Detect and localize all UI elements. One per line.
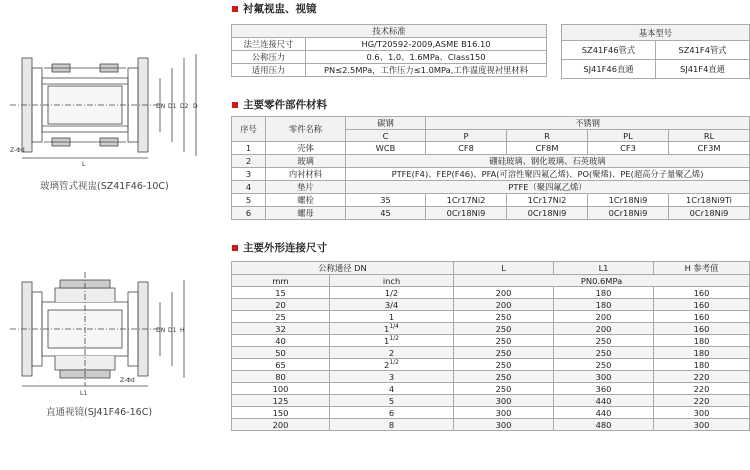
cell: CF8M [507, 142, 588, 155]
cell-l: 300 [454, 419, 554, 431]
cell: 1Cr18Ni9 [588, 194, 669, 207]
hdr-rl: RL [669, 130, 750, 142]
section2-title: 主要零件部件材料 [232, 97, 327, 112]
cell: 0Cr18Ni9 [507, 207, 588, 220]
model-table-header: 基本型号 [562, 25, 750, 41]
cell-inch [330, 287, 454, 299]
cell-inch [330, 335, 454, 347]
cell: 6 [232, 207, 266, 220]
cell-inch [330, 359, 454, 371]
dimensions-table [231, 261, 750, 431]
model-cell: SZ41F46管式 [562, 41, 656, 60]
cell: 0Cr18Ni9 [669, 207, 750, 220]
cell-l: 250 [454, 347, 554, 359]
cell-l1: 200 [554, 323, 654, 335]
table-row [232, 299, 750, 311]
cell-inch [330, 371, 454, 383]
std-value: HG/T20592-2009,ASME B16.10 [306, 38, 547, 51]
cell-mm: 20 [232, 299, 330, 311]
std-label: 公称压力 [232, 51, 306, 64]
table-row [232, 155, 750, 168]
hdr-mm: mm [232, 275, 330, 287]
hdr-h: H 参考值 [654, 262, 750, 275]
std-value: 0.6、1.0、1.6MPa、Class150 [306, 51, 547, 64]
table-row [232, 407, 750, 419]
std-label: 适用压力 [232, 64, 306, 77]
materials-table [231, 116, 750, 220]
cell-l: 300 [454, 395, 554, 407]
table-row [232, 335, 750, 347]
cell-inch [330, 299, 454, 311]
section-marker-icon [232, 6, 238, 12]
cell-h: 160 [654, 299, 750, 311]
cell: 螺栓 [266, 194, 346, 207]
cell-h: 220 [654, 395, 750, 407]
table-row [232, 371, 750, 383]
cell: 1 [232, 142, 266, 155]
cell-inch [330, 347, 454, 359]
dim-d-label: D [193, 103, 198, 110]
inch-value: 1 [388, 311, 395, 322]
hdr-no: 序号 [232, 117, 266, 142]
section-marker-icon [232, 245, 238, 251]
table-row [232, 168, 750, 181]
table-row [232, 383, 750, 395]
inch-value: 2 [384, 359, 390, 370]
cell: 0Cr18Ni9 [426, 207, 507, 220]
section-marker-icon [232, 102, 238, 108]
cell-l: 250 [454, 371, 554, 383]
cell: 内衬材料 [266, 168, 346, 181]
cell: CF3M [669, 142, 750, 155]
cell-mm: 40 [232, 335, 330, 347]
cell-inch [330, 383, 454, 395]
cell-mm: 125 [232, 395, 330, 407]
cell-h: 220 [654, 383, 750, 395]
cell-inch [330, 407, 454, 419]
hdr-name: 零件名称 [266, 117, 346, 142]
cell: 35 [346, 194, 426, 207]
dim-d1-label-2: D1 [168, 327, 177, 334]
cell: WCB [346, 142, 426, 155]
inch-value: 5 [388, 395, 395, 406]
cell-l1: 360 [554, 383, 654, 395]
cell-h: 160 [654, 287, 750, 299]
table-row [232, 287, 750, 299]
hdr-inch: inch [330, 275, 454, 287]
cell-l1: 440 [554, 407, 654, 419]
std-value: PN≤2.5MPa，工作压力≤1.0MPa,工作温度视衬里材料 [306, 64, 547, 77]
inch-value: 3 [388, 371, 395, 382]
cell: 1Cr17Ni2 [426, 194, 507, 207]
dim-l1-label: L1 [80, 390, 88, 397]
inch-value: 1 [384, 323, 390, 334]
cell-mm: 200 [232, 419, 330, 431]
cell-mm: 32 [232, 323, 330, 335]
inch-value: 1/2 [384, 287, 399, 298]
cell: 壳体 [266, 142, 346, 155]
hdr-p: P [426, 130, 507, 142]
inch-value: 6 [388, 407, 395, 418]
table-row [232, 323, 750, 335]
cell-l: 250 [454, 335, 554, 347]
cell-l: 250 [454, 323, 554, 335]
model-cell: SJ41F4直通 [656, 60, 750, 79]
dim-zd-label-2: Z-Φd [120, 377, 135, 384]
cell: 1Cr17Ni2 [507, 194, 588, 207]
cell-mm: 15 [232, 287, 330, 299]
section1-title: 衬氟视盅、视镜 [232, 1, 317, 16]
table-row [232, 207, 750, 220]
hdr-pl: PL [588, 130, 669, 142]
cell: 1Cr18Ni9Ti [669, 194, 750, 207]
model-cell: SZ41F4管式 [656, 41, 750, 60]
tech-standard-header: 技术标准 [232, 25, 547, 38]
cell-l1: 440 [554, 395, 654, 407]
sight-tube-drawing [0, 40, 228, 170]
cell-mm: 150 [232, 407, 330, 419]
cell: PTFE（聚四氟乙烯） [346, 181, 750, 194]
inch-fraction: 1/4 [389, 322, 399, 330]
cell-l: 250 [454, 311, 554, 323]
cell: 螺母 [266, 207, 346, 220]
section3-title: 主要外形连接尺寸 [232, 240, 327, 255]
cell-l: 300 [454, 407, 554, 419]
cell-l1: 250 [554, 359, 654, 371]
cell-mm: 25 [232, 311, 330, 323]
cell-inch [330, 323, 454, 335]
table-row [232, 142, 750, 155]
hdr-r: R [507, 130, 588, 142]
cell-mm: 100 [232, 383, 330, 395]
cell-inch [330, 419, 454, 431]
model-cell: SJ41F46直通 [562, 60, 656, 79]
table-row [232, 181, 750, 194]
cell-inch [330, 395, 454, 407]
cell: 4 [232, 181, 266, 194]
table-row [232, 419, 750, 431]
table-row [232, 194, 750, 207]
cell: PTFE(F4)、FEP(F46)、PFA(可溶性聚四氟乙烯)、PO(聚烯)、PE(超高分子量聚乙烯) [346, 168, 750, 181]
table-row [232, 311, 750, 323]
cell-l1: 250 [554, 335, 654, 347]
dim-l-label: L [82, 161, 86, 168]
hdr-c: C [346, 130, 426, 142]
cell-h: 180 [654, 359, 750, 371]
cell-inch [330, 311, 454, 323]
cell-h: 220 [654, 371, 750, 383]
cell-h: 180 [654, 335, 750, 347]
inch-value: 1 [384, 335, 390, 346]
table-row [232, 395, 750, 407]
cell: 5 [232, 194, 266, 207]
dim-dn-label: DN [156, 103, 166, 110]
drawings-panel [0, 0, 228, 470]
inch-fraction: 1/2 [389, 334, 399, 342]
dim-zd-label: Z-Φd [10, 147, 25, 154]
table-row [232, 347, 750, 359]
cell-l1: 300 [554, 371, 654, 383]
cell-h: 160 [654, 311, 750, 323]
top-drawing-caption: 玻璃管式视盅(SZ41F46-10C) [40, 181, 169, 192]
cell-l1: 480 [554, 419, 654, 431]
cell-l1: 200 [554, 311, 654, 323]
model-table [561, 24, 750, 79]
cell-l: 200 [454, 287, 554, 299]
cell-mm: 65 [232, 359, 330, 371]
cell-l: 250 [454, 383, 554, 395]
cell: 硼硅玻璃、钢化玻璃、石英玻璃 [346, 155, 750, 168]
tech-standard-table [231, 24, 547, 77]
dimensions-body [232, 287, 750, 431]
dim-d2-label: D2 [180, 103, 189, 110]
table-row [232, 359, 750, 371]
std-label: 法兰连接尺寸 [232, 38, 306, 51]
cell-h: 160 [654, 323, 750, 335]
inch-value: 3/4 [384, 299, 399, 310]
hdr-l1: L1 [554, 262, 654, 275]
dim-dn-label-2: DN [156, 327, 166, 334]
cell-l: 250 [454, 359, 554, 371]
cell: 0Cr18Ni9 [588, 207, 669, 220]
inch-fraction: 1/2 [389, 358, 399, 366]
cell-h: 300 [654, 407, 750, 419]
cell: 3 [232, 168, 266, 181]
cell-h: 300 [654, 419, 750, 431]
cell: 垫片 [266, 181, 346, 194]
hdr-carbon: 碳钢 [346, 117, 426, 130]
bottom-drawing-caption: 直通视镜(SJ41F46-16C) [46, 407, 153, 418]
inch-value: 8 [388, 419, 395, 430]
cell-l1: 180 [554, 287, 654, 299]
cell-mm: 50 [232, 347, 330, 359]
cell: 玻璃 [266, 155, 346, 168]
cell-l1: 250 [554, 347, 654, 359]
sight-glass-drawing [0, 268, 228, 400]
cell-h: 180 [654, 347, 750, 359]
inch-value: 4 [388, 383, 395, 394]
cell: 45 [346, 207, 426, 220]
cell: 2 [232, 155, 266, 168]
cell-mm: 80 [232, 371, 330, 383]
cell: CF8 [426, 142, 507, 155]
cell: CF3 [588, 142, 669, 155]
dim-h-label: H [180, 327, 185, 334]
inch-value: 2 [388, 347, 395, 358]
dim-d1-label: D1 [168, 103, 177, 110]
cell-l: 200 [454, 299, 554, 311]
hdr-stainless: 不锈钢 [426, 117, 750, 130]
hdr-dn: 公称通径 DN [232, 262, 454, 275]
hdr-pn: PN0.6MPa [454, 275, 750, 287]
hdr-l: L [454, 262, 554, 275]
cell-l1: 180 [554, 299, 654, 311]
